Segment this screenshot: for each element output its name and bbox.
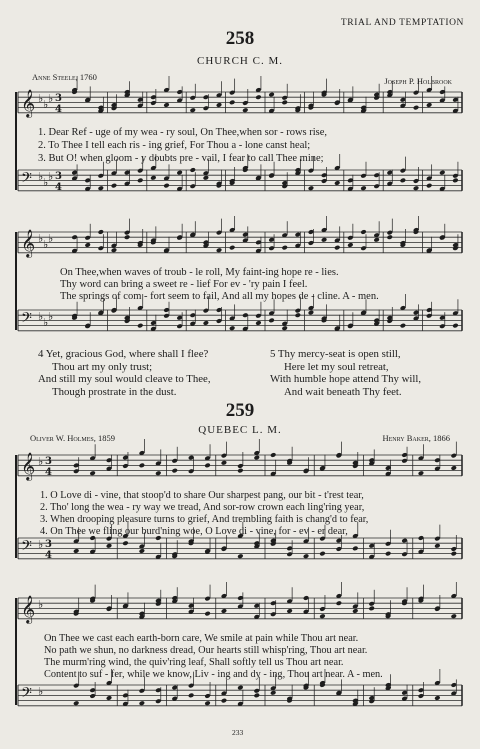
bass-clef-icon: 𝄢 <box>21 538 32 558</box>
note-head <box>295 312 301 318</box>
flat-sign-icon: ♭ <box>38 170 44 183</box>
note-head <box>124 234 130 240</box>
note-head <box>237 553 243 559</box>
note-head <box>216 102 222 108</box>
note-head <box>268 92 274 98</box>
note-head <box>308 310 314 316</box>
note-head <box>434 695 440 701</box>
note-head <box>216 247 222 253</box>
note-head <box>254 693 260 699</box>
author-credit-258: Anne Steele, 1760 <box>32 72 97 82</box>
note-head <box>203 175 209 181</box>
note-head <box>336 600 342 606</box>
hymn-number-259: 259 <box>225 400 255 421</box>
hymn-number-258: 258 <box>225 28 255 49</box>
flat-sign-icon: ♭ <box>48 310 54 323</box>
time-signature: 3 <box>45 456 52 467</box>
stanza-5-line-1: 5 Thy mercy-seat is open still, <box>270 348 401 360</box>
note-head <box>385 551 391 557</box>
note-head <box>452 178 458 184</box>
lyrics-259-sys2-line-3: The murm'ring wind, the quiv'ring leaf, Shall softly tell us Thou art near. <box>44 657 344 668</box>
note-head <box>204 700 210 706</box>
lyrics-258-line-3: 3. But O! when gloom - y doubts pre - vail, I fear to call Thee mine; <box>38 153 324 164</box>
note-head <box>281 100 287 106</box>
running-head: TRIAL AND TEMPTATION <box>340 18 464 28</box>
note-head <box>319 613 325 619</box>
note-head <box>237 468 243 474</box>
bass-clef-icon: 𝄢 <box>21 170 32 190</box>
stanza-4 <box>38 348 211 398</box>
flat-sign-icon: ♭ <box>38 232 44 245</box>
flat-sign-icon: ♭ <box>48 170 54 183</box>
note-head <box>163 183 169 189</box>
lyrics-258-line-2: 2. To Thee I tell each ris - ing grief, For Thou a - lone canst heal; <box>38 140 311 151</box>
treble-clef-icon: 𝄞 <box>21 452 36 480</box>
note-head <box>237 685 243 691</box>
note-head <box>400 323 406 329</box>
note-head <box>229 325 235 331</box>
note-head <box>204 611 210 617</box>
lyrics-258-sys2-line-3: The springs of com - fort seem to fail, And all my hopes de - cline. A - men. <box>60 291 379 302</box>
note-head <box>190 167 196 173</box>
note-head <box>204 463 210 469</box>
lyrics-259-sys2-line-2: No path we shun, no darkness dread, Our hearts still whisp'ring, Thou art near. <box>44 645 368 656</box>
note-head <box>451 551 457 557</box>
note-head <box>270 452 276 458</box>
lyrics-259-line-3: 3. When drooping pleasure turns to grief, And trembling faith is chang'd to fear, <box>40 514 369 525</box>
note-head <box>139 700 145 706</box>
lyrics-259-sys2-line-4: Content to suf - fer, while we know, Liv - ing and dy - ing, Thou art near. A - men. <box>44 669 383 680</box>
flat-sign-icon: ♭ <box>43 238 49 251</box>
note-head <box>451 613 457 619</box>
treble-clef-icon: 𝄞 <box>21 595 36 623</box>
note-head <box>286 608 292 614</box>
note-head <box>387 234 393 240</box>
note-head <box>334 180 340 186</box>
note-head <box>452 323 458 329</box>
note-head <box>221 460 227 466</box>
time-signature: 4 <box>55 182 62 193</box>
note-head <box>352 608 358 614</box>
note-head <box>171 468 177 474</box>
time-signature: 4 <box>55 104 62 115</box>
note-head <box>360 229 366 235</box>
note-head <box>439 170 445 176</box>
note-head <box>352 546 358 552</box>
note-head <box>434 543 440 549</box>
flat-sign-icon: ♭ <box>38 598 44 611</box>
treble-clef-icon: 𝄞 <box>21 89 36 117</box>
note-head <box>308 185 314 191</box>
note-head <box>281 245 287 251</box>
flat-sign-icon: ♭ <box>43 316 49 329</box>
note-head <box>106 543 112 549</box>
note-head <box>242 107 248 113</box>
lyrics-258-line-1: 1. Dear Ref - uge of my wea - ry soul, On Thee,when sor - rows rise, <box>38 127 328 138</box>
note-head <box>150 175 156 181</box>
note-head <box>155 470 161 476</box>
flat-sign-icon: ♭ <box>43 98 49 111</box>
author-credit-259: Oliver W. Holmes, 1859 <box>30 433 115 443</box>
stanza-5-line-2: Here let my soul retreat, <box>284 360 389 373</box>
note-head <box>73 548 79 554</box>
flat-sign-icon: ♭ <box>38 455 44 468</box>
note-head <box>111 183 117 189</box>
note-head <box>73 700 79 706</box>
note-head <box>98 229 104 235</box>
note-head <box>334 245 340 251</box>
flat-sign-icon: ♭ <box>38 685 44 698</box>
note-head <box>413 185 419 191</box>
note-head <box>451 465 457 471</box>
note-head <box>426 183 432 189</box>
note-head <box>368 606 374 612</box>
lyrics-258-sys2-line-2: Thy word can bring a sweet re - lief For ev - 'ry pain I feel. <box>60 279 308 290</box>
stanza-4-line-3: And still my soul would cleave to Thee, <box>38 373 211 386</box>
note-head <box>418 470 424 476</box>
note-head <box>281 325 287 331</box>
note-head <box>203 320 209 326</box>
note-head <box>229 245 235 251</box>
note-head <box>137 323 143 329</box>
stanza-5-line-3: With humble hope attend Thy will, <box>270 373 422 386</box>
flat-sign-icon: ♭ <box>38 310 44 323</box>
stanza-5-line-4: And wait beneath Thy feet. <box>284 385 402 398</box>
flat-sign-icon: ♭ <box>48 232 54 245</box>
time-signature: 4 <box>45 550 52 561</box>
note-head <box>360 185 366 191</box>
time-signature: 4 <box>45 467 52 478</box>
note-head <box>321 237 327 243</box>
note-head <box>303 553 309 559</box>
note-head <box>373 237 379 243</box>
note-head <box>190 107 196 113</box>
note-head <box>137 178 143 184</box>
flat-sign-icon: ♭ <box>43 176 49 189</box>
flat-sign-icon: ♭ <box>48 92 54 105</box>
tune-name-258: CHURCH C. M. <box>197 55 283 67</box>
note-head <box>255 94 261 100</box>
bass-clef-icon: 𝄢 <box>21 685 32 705</box>
note-head <box>111 247 117 253</box>
stanza-4-line-2: Thou art my only trust; <box>52 360 153 373</box>
stanza-4-line-1: 4 Yet, gracious God, where shall I flee? <box>38 348 209 360</box>
note-head <box>268 318 274 324</box>
flat-sign-icon: ♭ <box>38 538 44 551</box>
composer-credit-259: Henry Baker, 1866 <box>382 433 450 443</box>
note-head <box>176 170 182 176</box>
note-head <box>188 693 194 699</box>
note-head <box>221 698 227 704</box>
tune-name-259: QUEBEC L. M. <box>198 424 282 436</box>
note-head <box>163 102 169 108</box>
note-head <box>400 178 406 184</box>
note-head <box>139 463 145 469</box>
note-head <box>139 548 145 554</box>
lyrics-258-sys2-line-1: On Thee,when waves of troub - le roll, My faint-ing hope re - lies. <box>60 267 339 278</box>
treble-clef-icon: 𝄞 <box>21 229 36 257</box>
lyrics-259-line-4: 4. On Thee we fling our burd'ning woe, O Love di - vine, for - ev - er dear, <box>40 526 348 537</box>
note-head <box>106 695 112 701</box>
stanza-5 <box>270 348 421 398</box>
note-head <box>122 540 128 546</box>
note-head <box>84 242 90 248</box>
page-number: 233 <box>232 728 244 737</box>
lyrics-259-sys2-line-1: On Thee we cast each earth-born care, We smile at pain while Thou art near. <box>44 633 359 644</box>
bass-clef-icon: 𝄢 <box>21 310 32 330</box>
note-head <box>270 690 276 696</box>
time-signature: 3 <box>45 539 52 550</box>
note-head <box>89 470 95 476</box>
note-head <box>221 608 227 614</box>
time-signature: 3 <box>55 93 62 104</box>
note-head <box>254 455 260 461</box>
note-head <box>426 102 432 108</box>
note-head <box>229 100 235 106</box>
note-head <box>319 551 325 557</box>
time-signature: 3 <box>55 171 62 182</box>
note-head <box>413 105 419 111</box>
note-head <box>98 185 104 191</box>
note-head <box>255 320 261 326</box>
flat-sign-icon: ♭ <box>38 92 44 105</box>
stanza-4-line-4: Though prostrate in the dust. <box>52 385 177 398</box>
lyrics-259-line-2: 2. Tho' long the wea - ry way we tread, And sor-row crown each ling'ring year, <box>40 502 365 513</box>
composer-credit-258: Joseph P. Holbrook <box>384 76 452 86</box>
note-head <box>347 242 353 248</box>
lyrics-259-line-1: 1. O Love di - vine, that stoop'd to share Our sharpest pang, our bit - t'rest tear, <box>40 490 364 501</box>
